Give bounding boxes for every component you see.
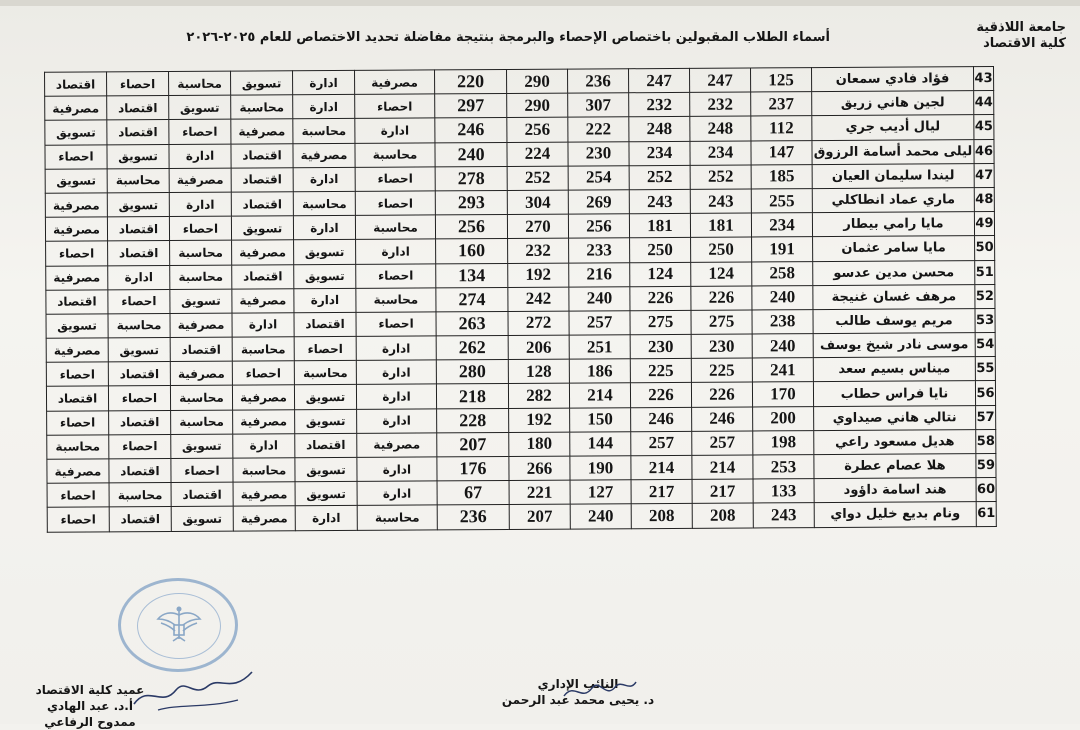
score-cell: 214 [631, 455, 692, 480]
row-index: 61 [976, 502, 996, 526]
official-stamp [118, 578, 238, 672]
row-index: 49 [974, 212, 994, 236]
preference-cell: محاسبة [232, 337, 294, 362]
score-cell: 240 [569, 286, 630, 311]
student-name: ماري عماد انطاكلي [812, 188, 974, 213]
score-cell: 248 [690, 116, 751, 141]
score-cell: 240 [752, 285, 813, 310]
row-index: 60 [976, 478, 996, 502]
score-cell: 232 [629, 93, 690, 118]
preference-cell: اقتصاد [109, 507, 171, 532]
students-table [44, 66, 997, 532]
score-cell: 236 [437, 505, 509, 530]
preference-cell: احصاء [46, 362, 108, 387]
score-cell: 275 [630, 310, 691, 335]
preference-cell: اقتصاد [232, 264, 294, 289]
row-index: 43 [974, 67, 994, 91]
preference-cell: تسويق [294, 385, 356, 410]
preference-cell: محاسبة [170, 265, 232, 290]
score-cell: 124 [691, 261, 752, 286]
preference-cell: محاسبة [355, 215, 435, 240]
row-index: 57 [976, 405, 996, 429]
row-index: 54 [975, 333, 995, 357]
score-cell: 282 [508, 384, 569, 409]
vice-dean-title: النائب الإداري [537, 677, 619, 691]
score-cell: 180 [509, 432, 570, 457]
row-index: 51 [975, 260, 995, 284]
preference-cell: اقتصاد [107, 96, 169, 121]
score-cell: 247 [629, 68, 690, 93]
preference-cell: مصرفية [45, 217, 107, 242]
preference-cell: ادارة [293, 167, 355, 192]
preference-cell: ادارة [169, 144, 231, 169]
preference-cell: اقتصاد [107, 217, 169, 242]
score-cell: 290 [507, 69, 568, 94]
preference-cell: ادارة [295, 506, 357, 531]
score-cell: 226 [630, 383, 691, 408]
score-cell: 256 [507, 117, 568, 142]
preference-cell: محاسبة [293, 119, 355, 144]
preference-cell: مصرفية [293, 143, 355, 168]
preference-cell: تسويق [295, 409, 357, 434]
preference-cell: تسويق [45, 120, 107, 145]
score-cell: 181 [690, 213, 751, 238]
score-cell: 225 [630, 359, 691, 384]
preference-cell: مصرفية [46, 265, 108, 290]
student-name: مريم يوسف طالب [813, 308, 975, 333]
row-index: 55 [975, 357, 995, 381]
preference-cell: اقتصاد [109, 410, 171, 435]
score-cell: 236 [568, 69, 629, 94]
student-name: نتالي هاني صيداوي [814, 405, 976, 430]
student-name: ليال أديب جري [812, 115, 974, 140]
score-cell: 246 [435, 118, 507, 143]
preference-cell: محاسبة [293, 191, 355, 216]
score-cell: 234 [690, 141, 751, 166]
score-cell: 280 [436, 360, 508, 385]
score-cell: 304 [507, 190, 568, 215]
student-name: مرهف غسان غنيجة [813, 284, 975, 309]
score-cell: 217 [692, 479, 753, 504]
score-cell: 124 [630, 262, 691, 287]
preference-cell: تسويق [295, 482, 357, 507]
preference-cell: اقتصاد [109, 459, 171, 484]
row-index: 52 [975, 284, 995, 308]
score-cell: 185 [751, 164, 812, 189]
score-cell: 252 [690, 165, 751, 190]
preference-cell: احصاء [108, 386, 170, 411]
preference-cell: ادارة [357, 409, 437, 434]
row-index: 46 [974, 139, 994, 163]
preference-cell: مصرفية [233, 409, 295, 434]
student-name: ليلى محمد أسامة الرزوق [812, 139, 974, 164]
score-cell: 253 [753, 455, 814, 480]
preference-cell: ادارة [356, 384, 436, 409]
preference-cell: اقتصاد [45, 72, 107, 97]
score-cell: 254 [568, 165, 629, 190]
score-cell: 243 [629, 189, 690, 214]
dean-title: عميد كلية الاقتصاد [35, 683, 145, 697]
score-cell: 252 [629, 165, 690, 190]
score-cell: 216 [569, 262, 630, 287]
score-cell: 243 [753, 503, 814, 528]
student-name: نايا فراس حطاب [813, 381, 975, 406]
institution-header [976, 20, 1066, 52]
score-cell: 255 [751, 189, 812, 214]
preference-cell: ادارة [357, 481, 437, 506]
score-cell: 192 [508, 263, 569, 288]
preference-cell: اقتصاد [107, 120, 169, 145]
preference-cell: ادارة [293, 95, 355, 120]
score-cell: 228 [437, 408, 509, 433]
student-name: لجين هاني زريق [812, 91, 974, 116]
preference-cell: احصاء [46, 241, 108, 266]
score-cell: 251 [569, 335, 630, 360]
score-cell: 290 [507, 93, 568, 118]
preference-cell: مصرفية [170, 313, 232, 338]
score-cell: 266 [509, 456, 570, 481]
preference-cell: ادارة [355, 118, 435, 143]
row-index: 50 [975, 236, 995, 260]
score-cell: 246 [692, 407, 753, 432]
preference-cell: ادارة [293, 70, 355, 95]
row-index: 44 [974, 91, 994, 115]
preference-cell: مصرفية [46, 338, 108, 363]
score-cell: 272 [508, 311, 569, 336]
score-cell: 274 [436, 287, 508, 312]
preference-cell: مصرفية [231, 119, 293, 144]
score-cell: 232 [690, 92, 751, 117]
student-name: مايا سامر عثمان [813, 236, 975, 261]
score-cell: 275 [691, 310, 752, 335]
score-cell: 191 [752, 237, 813, 262]
score-cell: 186 [569, 359, 630, 384]
score-cell: 217 [631, 480, 692, 505]
row-index: 45 [974, 115, 994, 139]
score-cell: 278 [435, 166, 507, 191]
preference-cell: اقتصاد [108, 362, 170, 387]
student-name: ميناس بسيم سعد [813, 357, 975, 382]
preference-cell: ادارة [293, 216, 355, 241]
score-cell: 247 [690, 68, 751, 93]
preference-cell: مصرفية [233, 482, 295, 507]
score-cell: 252 [507, 166, 568, 191]
preference-cell: ادارة [108, 265, 170, 290]
preference-cell: محاسبة [169, 71, 231, 96]
score-cell: 241 [752, 358, 813, 383]
score-cell: 248 [629, 117, 690, 142]
preference-cell: ادارة [356, 360, 436, 385]
preference-cell: مصرفية [45, 193, 107, 218]
vice-dean-name: د. يحيى محمد عبد الرحمن [501, 693, 655, 707]
score-cell: 238 [752, 309, 813, 334]
row-index: 58 [976, 429, 996, 453]
score-cell: 133 [753, 479, 814, 504]
preference-cell: اقتصاد [46, 386, 108, 411]
score-cell: 220 [435, 69, 507, 94]
row-index: 47 [974, 163, 994, 187]
student-name: محسن مدين عدسو [813, 260, 975, 285]
preference-cell: مصرفية [357, 433, 437, 458]
score-cell: 242 [508, 287, 569, 312]
preference-cell: اقتصاد [231, 192, 293, 217]
preference-cell: تسويق [294, 240, 356, 265]
score-cell: 150 [570, 407, 631, 432]
preference-cell: احصاء [355, 191, 435, 216]
preference-cell: مصرفية [45, 96, 107, 121]
score-cell: 257 [692, 431, 753, 456]
preference-cell: احصاء [356, 263, 436, 288]
preference-cell: محاسبة [231, 95, 293, 120]
score-cell: 234 [751, 213, 812, 238]
score-cell: 240 [435, 142, 507, 167]
preference-cell: مصرفية [232, 385, 294, 410]
preference-cell: محاسبة [109, 483, 171, 508]
preference-cell: محاسبة [171, 410, 233, 435]
score-cell: 256 [435, 215, 507, 240]
preference-cell: تسويق [108, 338, 170, 363]
preference-cell: احصاء [169, 216, 231, 241]
preference-cell: ادارة [356, 239, 436, 264]
preference-cell: محاسبة [294, 361, 356, 386]
preference-cell: مصرفية [355, 70, 435, 95]
score-cell: 207 [437, 432, 509, 457]
preference-cell: محاسبة [108, 313, 170, 338]
preference-cell: احصاء [47, 411, 109, 436]
preference-cell: تسويق [294, 264, 356, 289]
score-cell: 67 [437, 481, 509, 506]
score-cell: 208 [631, 504, 692, 529]
score-cell: 226 [630, 286, 691, 311]
preference-cell: ادارة [233, 434, 295, 459]
score-cell: 256 [568, 214, 629, 239]
score-cell: 262 [436, 336, 508, 361]
preference-cell: محاسبة [355, 142, 435, 167]
preference-cell: احصاء [356, 312, 436, 337]
preference-cell: احصاء [108, 289, 170, 314]
score-cell: 257 [569, 311, 630, 336]
row-index: 59 [976, 453, 996, 477]
preference-cell: اقتصاد [170, 337, 232, 362]
score-cell: 147 [751, 140, 812, 165]
preference-cell: احصاء [47, 507, 109, 532]
score-cell: 240 [570, 504, 631, 529]
preference-cell: محاسبة [170, 240, 232, 265]
score-cell: 176 [437, 456, 509, 481]
preference-cell: تسويق [295, 457, 357, 482]
score-cell: 226 [691, 286, 752, 311]
preference-cell: ادارة [357, 457, 437, 482]
preference-cell: محاسبة [233, 458, 295, 483]
preference-cell: تسويق [231, 71, 293, 96]
score-cell: 230 [630, 334, 691, 359]
university-name: جامعة اللاذقية [976, 20, 1066, 35]
score-cell: 112 [751, 116, 812, 141]
students-table-body [45, 67, 997, 532]
preference-cell: اقتصاد [231, 143, 293, 168]
score-cell: 269 [568, 190, 629, 215]
score-cell: 192 [509, 408, 570, 433]
preference-cell: ادارة [356, 336, 436, 361]
preference-cell: تسويق [107, 192, 169, 217]
preference-cell: مصرفية [232, 288, 294, 313]
score-cell: 198 [753, 430, 814, 455]
preference-cell: محاسبة [47, 435, 109, 460]
preference-cell: احصاء [109, 434, 171, 459]
preference-cell: احصاء [107, 72, 169, 97]
student-name: فؤاد فادي سمعان [812, 67, 974, 92]
score-cell: 243 [690, 189, 751, 214]
score-cell: 181 [629, 213, 690, 238]
preference-cell: تسويق [171, 434, 233, 459]
score-cell: 263 [436, 311, 508, 336]
score-cell: 250 [630, 238, 691, 263]
score-cell: 221 [509, 480, 570, 505]
score-cell: 230 [568, 141, 629, 166]
eagle-emblem-icon [155, 603, 203, 645]
score-cell: 170 [752, 382, 813, 407]
preference-cell: احصاء [47, 483, 109, 508]
preference-cell: مصرفية [233, 506, 295, 531]
preference-cell: تسويق [169, 95, 231, 120]
score-cell: 250 [691, 237, 752, 262]
preference-cell: اقتصاد [231, 168, 293, 193]
preference-cell: مصرفية [232, 240, 294, 265]
preference-cell: احصاء [355, 167, 435, 192]
preference-cell: احصاء [355, 94, 435, 119]
score-cell: 144 [570, 432, 631, 457]
preference-cell: محاسبة [170, 386, 232, 411]
score-cell: 190 [570, 456, 631, 481]
vice-dean-signature-scribble [560, 672, 640, 706]
dean-name: أ.د. عبد الهادي ممدوح الرفاعي [44, 699, 136, 729]
score-cell: 222 [568, 117, 629, 142]
row-index: 56 [975, 381, 995, 405]
table-row [47, 502, 996, 532]
preference-cell: احصاء [169, 120, 231, 145]
preference-cell: محاسبة [357, 505, 437, 530]
score-cell: 293 [435, 190, 507, 215]
score-cell: 224 [507, 142, 568, 167]
preference-cell: محاسبة [107, 168, 169, 193]
student-name: هديل مسعود راعي [814, 429, 976, 454]
score-cell: 214 [692, 455, 753, 480]
score-cell: 225 [691, 358, 752, 383]
score-cell: 226 [691, 382, 752, 407]
score-cell: 200 [753, 406, 814, 431]
score-cell: 297 [435, 94, 507, 119]
score-cell: 246 [631, 407, 692, 432]
score-cell: 125 [751, 68, 812, 93]
score-cell: 233 [569, 238, 630, 263]
student-name: هند اسامة داؤود [814, 478, 976, 503]
preference-cell: تسويق [45, 169, 107, 194]
preference-cell: تسويق [46, 314, 108, 339]
preference-cell: تسويق [171, 507, 233, 532]
score-cell: 237 [751, 92, 812, 117]
score-cell: 206 [508, 335, 569, 360]
student-name: مايا رامي بيطار [812, 212, 974, 237]
preference-cell: ادارة [169, 192, 231, 217]
preference-cell: احصاء [294, 336, 356, 361]
score-cell: 207 [509, 504, 570, 529]
page-top-edge [0, 0, 1080, 6]
preference-cell: مصرفية [169, 168, 231, 193]
preference-cell: ادارة [294, 288, 356, 313]
score-cell: 208 [692, 503, 753, 528]
score-cell: 240 [752, 334, 813, 359]
score-cell: 257 [631, 431, 692, 456]
row-index: 48 [974, 187, 994, 211]
preference-cell: مصرفية [170, 361, 232, 386]
preference-cell: احصاء [171, 458, 233, 483]
score-cell: 270 [507, 214, 568, 239]
score-cell: 134 [436, 263, 508, 288]
dean-signature-scribble [128, 664, 258, 716]
student-name: ليندا سليمان العيان [812, 163, 974, 188]
score-cell: 258 [752, 261, 813, 286]
preference-cell: تسويق [170, 289, 232, 314]
row-index: 53 [975, 308, 995, 332]
preference-cell: احصاء [45, 144, 107, 169]
preference-cell: محاسبة [356, 288, 436, 313]
preference-cell: اقتصاد [295, 433, 357, 458]
score-cell: 128 [508, 359, 569, 384]
score-cell: 234 [629, 141, 690, 166]
score-cell: 214 [569, 383, 630, 408]
faculty-name: كلية الاقتصاد [983, 36, 1066, 51]
student-name: ونام بديع خليل دواي [814, 502, 976, 527]
student-name: هلا عصام عطرة [814, 454, 976, 479]
score-cell: 218 [436, 384, 508, 409]
score-cell: 307 [568, 93, 629, 118]
score-cell: 230 [691, 334, 752, 359]
preference-cell: احصاء [232, 361, 294, 386]
preference-cell: ادارة [232, 313, 294, 338]
score-cell: 232 [508, 238, 569, 263]
preference-cell: تسويق [231, 216, 293, 241]
preference-cell: اقتصاد [108, 241, 170, 266]
preference-cell: اقتصاد [294, 312, 356, 337]
preference-cell: اقتصاد [46, 290, 108, 315]
preference-cell: مصرفية [47, 459, 109, 484]
score-cell: 127 [570, 480, 631, 505]
score-cell: 160 [436, 239, 508, 264]
preference-cell: تسويق [107, 144, 169, 169]
document-title: أسماء الطلاب المقبولين باختصاص الإحصاء والبرمجة بنتيجة مفاضلة تحديد الاختصاص للعام ٢٠٢٥-٢٠٢٦ [186, 30, 830, 45]
student-name: موسى نادر شيخ يوسف [813, 333, 975, 358]
preference-cell: اقتصاد [171, 482, 233, 507]
